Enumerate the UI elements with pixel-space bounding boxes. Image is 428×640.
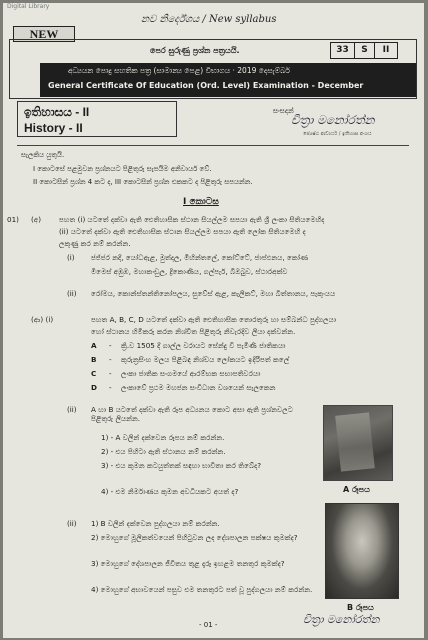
item-dash: - [109,369,112,378]
exam-paper [3,3,424,638]
subject-en: History - II [24,121,83,135]
instructions-heading: සැලකිය යුතුයි. [21,151,65,159]
part-b-label: (ආ) (i) [31,315,54,324]
question-number: 01) [7,215,19,224]
item-key: D [91,383,97,392]
item-key: B [91,355,97,364]
place-list: මීමෙස් අඹුඹ, මහාකංඩුල, ද්‍රිකොණිය, ගල්පැර්, බිඔබුව, ස්ථාරඅක්ව [91,267,288,276]
subject-box [17,101,177,137]
subpart-label: (ii) [67,405,77,414]
item-text: ලංකා ජාතික සංගමයේ ආරම්භක සභාපතිවරයා [121,369,261,378]
instruction-item: II කොටසින් ප්‍රශ්න 4 කට ද, III කොටසින් ප්‍රශ්න එකකට ද පිළිතුරු සපයන්න. [33,178,253,186]
sub-question: 2) - එය පිහිටා ඇති ස්ථානය නම් කරන්න. [101,447,226,456]
place-list: රෝමය, කොන්ස්තන්තිනෝපලය, සුවේස් ඇළ, කැලිකට්, මහා බිත්තානය, පැකුංයය [91,289,336,298]
picture-a [323,405,393,481]
item-text: ලංකාවේ ප්‍රථම මහජන සංවිධාන වශයෙන් සැලකෙන [121,383,276,392]
paper-code [330,42,398,59]
new-badge: NEW [13,26,75,42]
item-text: කුරුන්‍රසිංහ මලය පිළිබඳ නිශ්චය ලෝකයට ඉදිරිපත් කලේ [121,355,290,364]
exam-band [40,63,416,97]
exam-header-box [9,39,417,99]
item-text: ක්‍රි.ව 1505 දී ගාල්ල වරායට සේන්දු වී පැමිණි ජාතිකයා [121,341,286,350]
exam-name-en: General Certificate Of Education (Ord. Level) Examination - December [48,81,364,90]
question-text: පහත A, B, C, D යටතේ දක්වා ඇති ඓතිහාසික තොරතුරු හා සම්බන්ධ පුද්ගලයා [91,315,337,324]
syllabus-label: නව නිර්දේශය / New syllabus [141,14,277,25]
item-key: C [91,369,97,378]
subpart-label: (ii) [67,519,77,528]
exam-name-si: අධ්‍යයන පොදු සහතික පත්‍ර (සාමාන්‍ය පෙළ) විභාගය · 2019 දෙසැම්බර් [68,66,290,75]
question-text: A හා B යටතේ දක්වා ඇති රූප අධ්‍යනය කොට අසා ඇති ප්‍රශ්නවලට පිළිතුරු ලියන්න. [91,405,293,423]
paper-title: පෙර සුරුණු ප්‍රශ්න පත්‍රයයි. [150,46,240,55]
item-dash: - [109,355,112,364]
instruction-item: I කොටසේ පළමුවන ප්‍රශ්නයට පිළිතුරු සැපයීම අනිවාර්ය වේ. [33,165,212,173]
question-text: පහත (i) යටතේ දක්වා ඇති ඓතිහාසික ස්ථාන සියල්ලම සපයා ඇති ශ්‍රී ලංකා සිතියමෙහිද [59,215,325,224]
question-text: ලකුණු කර නම් කරන්න. [59,239,131,248]
subpart-label: (ii) [67,289,77,298]
page-number: - 01 - [199,621,218,629]
question-text: (ii) යටතේ දක්වා ඇති ඓතිහාසික ස්ථාන සියල්ලම සපයා ඇති ලෝක සිතියමෙහි ද [59,227,306,236]
sub-question: 3) මොහුගේ දේශපාලන ජීවිතය තුළ දැරූ ඉහළම තනතුර කුමක්ද? [91,559,285,568]
place-list: ජජ්ජර නදී, යෝධඇළ, මුත්දල, මිහින්තලේ, කෝට්ටේ, ජාප්ඵනය, කෝණ [91,253,309,262]
sub-question: 2) මොහුගේ මූලිකත්වයෙන් පිහිටුවන ලද දේශපාලන පක්ෂය කුමක්ද? [91,533,298,542]
sub-question: 1) - A වලින් දක්වෙන රූපය නම් කරන්න. [101,433,225,442]
code-paper: II [382,45,390,55]
divider [17,145,409,146]
sub-question: 3) - එය කුමන කටයුත්තක් සඳහා භාවිතා කර තිබේද? [101,461,262,470]
code-medium: S [355,43,375,58]
picture-a-caption: A රූපය [343,485,370,494]
item-dash: - [109,383,112,392]
signature-label: සංසදන් [273,107,294,115]
signature-caption: ජ්‍යෙෂ්ඨ ආචාර්ය / ඉතිහාස අංශය [303,131,372,137]
item-dash: - [109,341,112,350]
footer-signature: චිත්‍රා මනෝරත්න [303,613,380,626]
subject-si: ඉතිහාසය - II [24,105,90,119]
picture-b-caption: B රූපය [347,603,374,612]
sub-question: 4) මොහුගේ අභාවයෙන් පසුව එම තනතුරට පත් වූ පුද්ගලයා නම් කරන්න. [91,585,313,594]
top-strip: Digital Library [7,3,50,10]
picture-b [325,503,399,599]
question-text: හෝ ස්ථානය හිමිකරු කරන නිශ්චිත පිළිතුරු නිවැරදිව ලියා දක්වන්න. [91,327,296,336]
section-title: I කොටස [183,197,219,207]
item-key: A [91,341,97,350]
sub-question: 1) B වලින් දක්වෙන පුද්ගලයා නම් කරන්න. [91,519,220,528]
sub-question: 4) - එම නිර්මාණය කුමන අවධියකට අයත් ද? [101,487,239,496]
subpart-label: (i) [67,253,75,262]
signature: චිත්‍රා මනෝරත්න [291,113,375,127]
code-subject: 33 [331,43,355,58]
part-a-label: (අ) [31,215,42,224]
